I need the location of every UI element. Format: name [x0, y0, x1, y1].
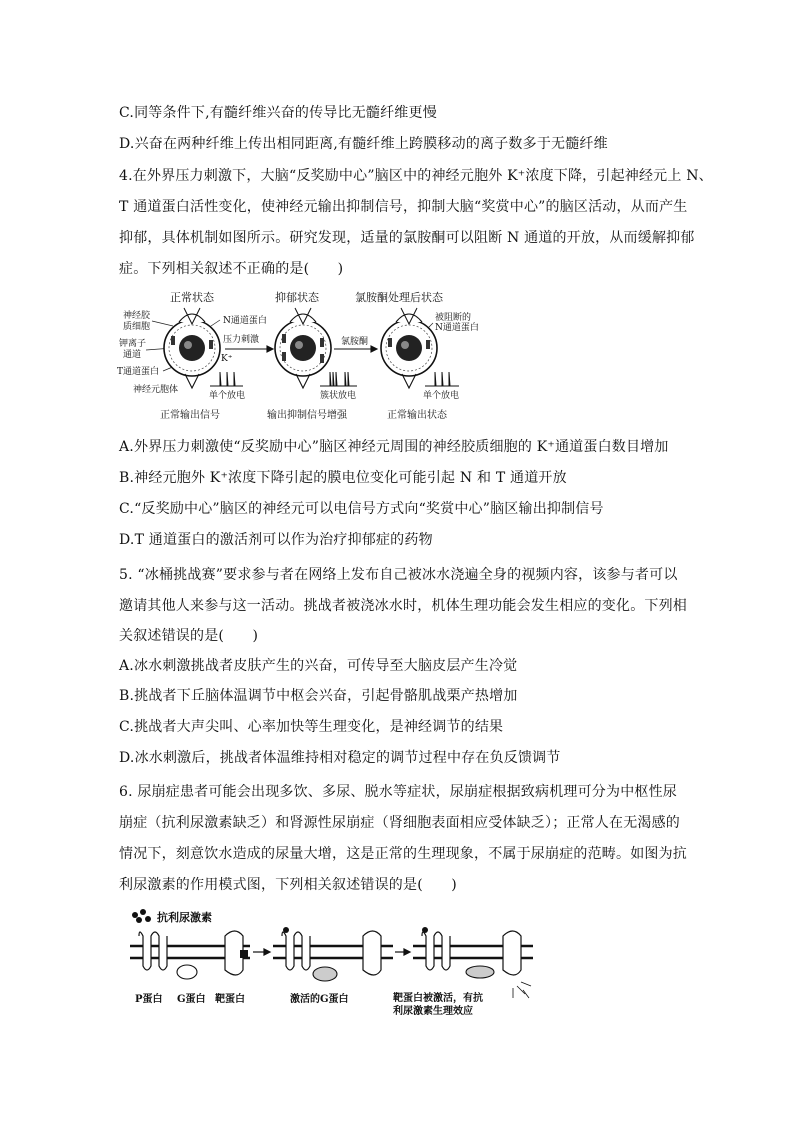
target-blocks [240, 950, 248, 958]
neuron-body-label: 神经元胞体 [133, 385, 179, 395]
q6-stem-line-4: 利尿激素的作用模式图，下列相关叙述错误的是( ) [119, 877, 457, 893]
caption-ketamine: 正常输出状态 [387, 410, 447, 421]
result-label-1: 靶蛋白被激活，有抗 [393, 993, 483, 1004]
result-label-2: 利尿激素生理效应 [393, 1006, 473, 1016]
glia-label-2: 质细胞 [123, 322, 151, 332]
q6-stem-line-3: 情况下，刻意饮水造成的尿量大增，这是正常的生理现象，不属于尿崩症的范畴。如图为抗 [119, 846, 687, 862]
neuron-depressed [275, 308, 331, 388]
p-receptors [139, 932, 450, 970]
state-normal-label: 正常状态 [170, 291, 214, 304]
state-ketamine-label: 氯胺酮处理后状态 [355, 291, 443, 304]
q5-option-a: A.冰水刺激挑战者皮肤产生的兴奋，可传导至大脑皮层产生冷觉 [119, 658, 518, 674]
q4-option-c: C.“反奖励中心”脑区的神经元可以电信号方式向“奖赏中心”脑区输出抑制信号 [119, 501, 604, 517]
blocked-label-2: N通道蛋白 [435, 323, 479, 333]
blocked-label-1: 被阻断的 [435, 313, 472, 323]
q3-option-d: D.兴奋在两种纤维上传出相同距离,有髓纤维上跨膜移动的离子数多于无髓纤维 [119, 136, 608, 152]
q5-stem-line-2: 邀请其他人来参与这一活动。挑战者被浇冰水时，机体生理功能会发生相应的变化。下列相 [119, 598, 687, 614]
activated-g-label: 激活的G蛋白 [290, 994, 349, 1005]
hormone-dots [132, 909, 151, 923]
activation-burst [513, 982, 531, 998]
cluster-fire-label: 簇状放电 [320, 391, 357, 401]
adh-label: 抗利尿激素 [157, 911, 212, 924]
n-channel-label: N通道蛋白 [223, 316, 267, 326]
spike-traces [210, 372, 459, 386]
p-protein-label: P蛋白 [135, 994, 163, 1005]
k-channel-label-1: 钾离子 [119, 339, 147, 349]
q5-stem-line-1: 5. “冰桶挑战赛”要求参与者在网络上发布自己被冰水浇遍全身的视频内容，该参与者可以 [119, 567, 678, 583]
q4-neuron-diagram [115, 288, 515, 426]
q4-option-a: A.外界压力刺激使“反奖励中心”脑区神经元周围的神经胶质细胞的 K⁺通道蛋白数目增加 [119, 439, 669, 455]
q4-stem-line-4: 症。下列相关叙述不正确的是( ) [119, 261, 344, 277]
k-ion-label: K⁺ [221, 354, 233, 364]
q6-stem-line-2: 崩症（抗利尿激素缺乏）和肾源性尿崩症（肾细胞表面相应受体缺乏）；正常人在无渴感的 [119, 815, 680, 831]
q3-option-c: C.同等条件下,有髓纤维兴奋的传导比无髓纤维更慢 [119, 105, 437, 121]
k-channel-label-2: 通道 [123, 350, 142, 360]
stress-label: 压力刺激 [223, 335, 260, 345]
caption-normal: 正常输出信号 [160, 410, 220, 421]
cell-membranes [130, 946, 533, 958]
single-fire-label-1: 单个放电 [209, 391, 246, 401]
q4-option-b: B.神经元胞外 K⁺浓度下降引起的膜电位变化可能引起 N 和 T 通道开放 [119, 470, 567, 486]
g-protein-label: G蛋白 [177, 994, 206, 1005]
q5-option-b: B.挑战者下丘脑体温调节中枢会兴奋，引起骨骼肌战栗产热增加 [119, 688, 518, 704]
t-channel-label: T通道蛋白 [117, 367, 160, 377]
state-depressed-label: 抑郁状态 [275, 291, 319, 304]
target-protein-label: 靶蛋白 [215, 994, 245, 1005]
q4-stem-line-2: T 通道蛋白活性变化，使神经元输出抑制信号，抑制大脑“奖赏中心”的脑区活动，从而产生 [119, 199, 688, 215]
q5-option-d: D.冰水刺激后，挑战者体温维持相对稳定的调节过程中存在负反馈调节 [119, 750, 561, 766]
neuron-normal [164, 308, 220, 388]
neuron-ketamine [381, 308, 437, 388]
q4-option-d: D.T 通道蛋白的激活剂可以作为治疗抑郁症的药物 [119, 532, 433, 548]
q6-stem-line-1: 6. 尿崩症患者可能会出现多饮、多尿、脱水等症状，尿崩症根据致病机理可分为中枢性尿 [119, 784, 678, 800]
q4-stem-line-3: 抑郁，具体机制如图所示。研究发现，适量的氯胺酮可以阻断 N 通道的开放，从而缓解抑郁 [119, 230, 695, 246]
glia-label-1: 神经胶 [123, 311, 151, 321]
q4-stem-line-1: 4.在外界压力刺激下，大脑“反奖励中心”脑区中的神经元胞外 K⁺浓度下降，引起神经元上 N、 [119, 168, 713, 184]
q6-adh-diagram [125, 906, 540, 1016]
caption-depressed: 输出抑制信号增强 [267, 410, 347, 421]
stage-arrows [253, 949, 410, 955]
single-fire-label-2: 单个放电 [423, 391, 460, 401]
ketamine-arrow-label: 氯胺酮 [341, 337, 369, 347]
q5-option-c: C.挑战者大声尖叫、心率加快等生理变化，是神经调节的结果 [119, 719, 504, 735]
q5-stem-line-3: 关叙述错误的是( ) [119, 628, 259, 644]
bound-hormone [283, 927, 428, 933]
